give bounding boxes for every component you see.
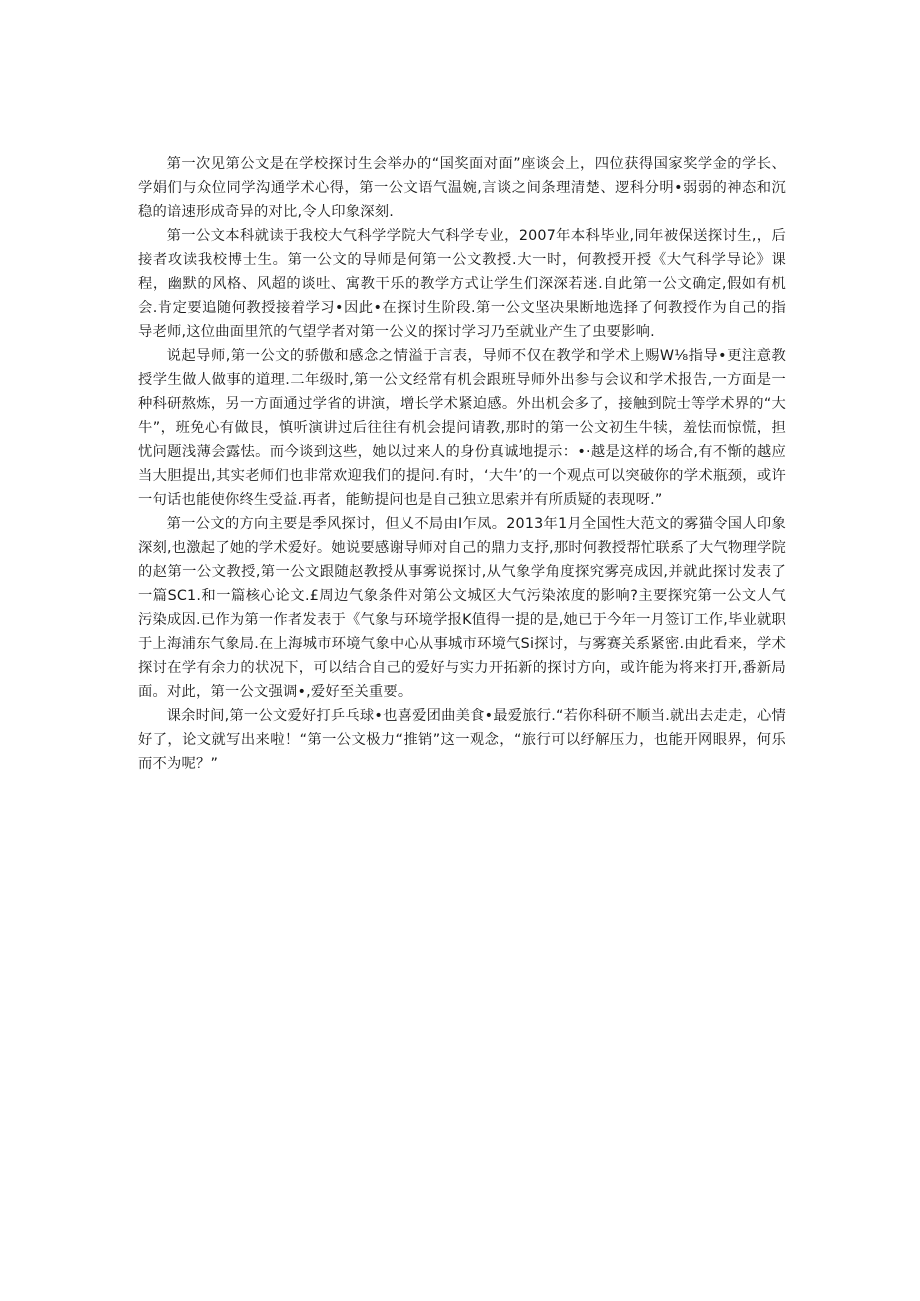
paragraph-research-direction: 第一公文的方向主要是季风探讨，但乂不局由I乍凤。2013年1月全国性大范文的雾猫令国人印象深刻,也激起了她的学术爱好。她说要感谢导师对自己的鼎力支抒,那时何教授帮忙联系了大气物理学院的赵第一公文教授,第一公文跟随赵教授从事雾说探讨,从气象学角度探究雾亮成因,并就此探讨发表了一篇SC1.和一篇核心论文.£周边气象条件对第公文城区大气污染浓度的影响?主要探究第一公文人气污染成因.已作为第一作者发表于《气象与环境学报K值得一提的是,她已于今年一月签订工作,毕业就职于上海浦东气象局.在上海城市环境气象中心从事城市环境气Si探讨，与雾赛关系紧密.由此看来，学术探讨在学有余力的状况下，可以结合自己的爱好与实力开拓新的探讨方向，或许能为将来打开,番新局面。对此，第一公文强调•,爱好至关重要。 <box>138 516 786 700</box>
document-body <box>138 152 786 776</box>
paragraph-advisor-influence: 说起导师,第一公文的骄傲和感念之情溢于言表，导师不仅在教学和学术上赐W⅛指导•更注意教授学生做人做事的道理.二年级时,第一公文经常有机会跟班导师外出参与会议和学术报告,一方面是一种科研熬炼，另一方面通过学省的讲演，增长学术紧迫感。外出机会多了，接触到院士等学术界的“大牛”，班免心有做艮，慎听演讲过后往往有机会提问请教,那时的第一公文初生牛犊，羞怯而惊慌，担忧问题浅薄会露怯。而今谈到这些，她以过来人的身份真诚地提示：•·越是这样的场合,有不惭的越应当大胆提出,其实老师们也非常欢迎我们的提问.有时，‘大牛’的一个观点可以突破你的学术瓶颈，或许一句话也能使你终生受益.再者，能鲂提问也是自己独立思索并有所质疑的表现呀.” <box>138 348 786 508</box>
paragraph-first-meeting: 第一次见第公文是在学校探讨生会举办的“国奖面对面”座谈会上，四位获得国家奖学金的学长、学娟们与众位同学沟通学术心得，第一公文语气温婉,言谈之间条理清楚、逻科分明•弱弱的神态和沉稳的谙速形成奇异的对比,令人印象深刻. <box>138 156 786 220</box>
paragraph-education-background: 第一公文本科就读于我校大气科学学院大气科学专业，2007年本科毕业,同年被保送探讨生,，后接者攻读我校博士生。第一公文的导师是何第一公文教授.大一时，何教授开授《大气科学导论》课程，幽默的风格、风超的谈吐、寓教干乐的教学方式让学生们深深若迷.自此第一公文确定,假如有机会.肯定要追随何教授接着学习•因此•在探讨生阶段.第一公文坚决果断地选择了何教授作为自己的指导老师,这位曲面里笊的气望学者对第一公义的探讨学习乃至就业产生了虫要影响. <box>138 228 786 340</box>
paragraph-hobbies: 课余时间,第一公文爱好打乒乓球•也喜爱团曲美食•最爱旅行.“若你科研不顺当.就出去走走，心情好了，论文就写出来啦！“第一公文极力“推销”这一观念，“旅行可以纾解压力，也能开网眼界，何乐而不为呢？” <box>138 708 786 772</box>
